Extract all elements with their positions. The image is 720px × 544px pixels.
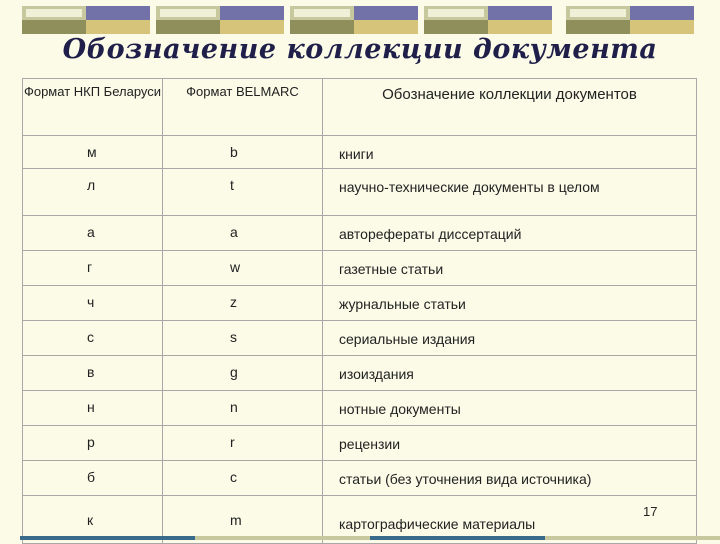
page-title: Обозначение коллекции документа xyxy=(62,34,658,65)
header-nkp-format: Формат НКП Беларуси xyxy=(23,79,163,136)
nkp-code: м xyxy=(23,136,163,169)
belmarc-code: s xyxy=(163,321,323,356)
belmarc-code: c xyxy=(163,461,323,496)
collection-name: журнальные статьи xyxy=(323,286,697,321)
table-row xyxy=(23,136,697,169)
table-row xyxy=(23,461,697,496)
table-row xyxy=(23,356,697,391)
belmarc-code: b xyxy=(163,136,323,169)
belmarc-code: m xyxy=(163,496,323,544)
belmarc-code: r xyxy=(163,426,323,461)
nkp-code: к xyxy=(23,496,163,544)
stripe-block xyxy=(290,6,418,34)
table-row xyxy=(23,426,697,461)
stripe-block xyxy=(566,6,694,34)
collection-name: научно-технические документы в целом xyxy=(323,169,697,216)
collection-name: рецензии xyxy=(323,426,697,461)
stripe-block xyxy=(156,6,284,34)
nkp-code: с xyxy=(23,321,163,356)
nkp-code: р xyxy=(23,426,163,461)
nkp-code: б xyxy=(23,461,163,496)
belmarc-code: g xyxy=(163,356,323,391)
collection-name: книги xyxy=(323,136,697,169)
nkp-code: а xyxy=(23,216,163,251)
collection-name: нотные документы xyxy=(323,391,697,426)
collection-name: статьи (без уточнения вида источника) xyxy=(323,461,697,496)
nkp-code: ч xyxy=(23,286,163,321)
table-row xyxy=(23,286,697,321)
decorative-top-stripe xyxy=(0,6,720,34)
collection-name: сериальные издания xyxy=(323,321,697,356)
collection-name: газетные статьи xyxy=(323,251,697,286)
table-row xyxy=(23,321,697,356)
page-number: 17 xyxy=(643,504,658,519)
collection-name: картографические материалы xyxy=(323,496,697,544)
decorative-bottom-stripe xyxy=(20,536,720,540)
nkp-code: л xyxy=(23,169,163,216)
belmarc-code: t xyxy=(163,169,323,216)
belmarc-code: w xyxy=(163,251,323,286)
header-collection-designation: Обозначение коллекции документов xyxy=(323,79,697,136)
nkp-code: в xyxy=(23,356,163,391)
table-header-row xyxy=(23,79,697,136)
belmarc-code: а xyxy=(163,216,323,251)
table-row xyxy=(23,169,697,216)
header-belmarc-format: Формат BELMARC xyxy=(163,79,323,136)
belmarc-code: n xyxy=(163,391,323,426)
table-row xyxy=(23,391,697,426)
nkp-code: г xyxy=(23,251,163,286)
collection-name: изоиздания xyxy=(323,356,697,391)
collection-codes-table xyxy=(22,78,697,544)
table-row xyxy=(23,251,697,286)
collection-name: авторефераты диссертаций xyxy=(323,216,697,251)
stripe-block xyxy=(22,6,150,34)
stripe-block xyxy=(424,6,552,34)
table-row xyxy=(23,216,697,251)
nkp-code: н xyxy=(23,391,163,426)
belmarc-code: z xyxy=(163,286,323,321)
